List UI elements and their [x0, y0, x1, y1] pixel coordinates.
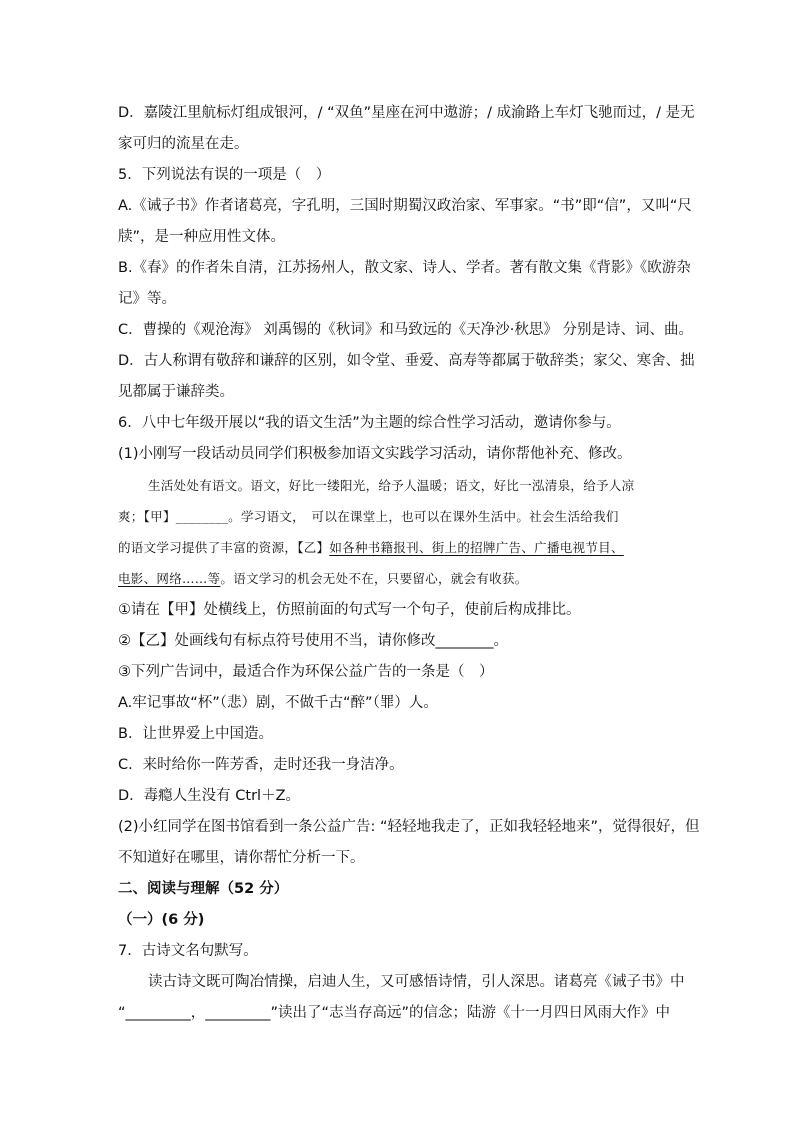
q5-option-b-line-1: B.《春》的作者朱自清，江苏扬州人，散文家、诗人、学者。著有散文集《背影》《欧游杂 — [118, 260, 691, 276]
passage-line-2-start: 爽；【甲】 — [118, 509, 176, 524]
passage-line-4 — [118, 569, 528, 589]
question-7-stem: 7．古诗文名句默写。 — [118, 943, 258, 959]
q5-option-d-line-1: D．古人称谓有敬辞和谦辞的区别，如令堂、垂爱、高寿等都属于敬辞类；家父、寒舍、拙 — [118, 353, 695, 369]
q7-intro-line-1: 读古诗文既可陶冶情操，启迪人生，又可感悟诗情，引人深思。诸葛亮《诫子书》中 — [148, 974, 685, 990]
ad-option-c: C．来时给你一阵芳香，走时还我一身洁净。 — [118, 757, 404, 773]
ad-option-b: B．让世界爱上中国造。 — [118, 726, 273, 742]
option-d-line-1: D．嘉陵江里航标灯组成银河，/ “双鱼”星座在河中遨游；/ 成渝路上车灯飞驰而过，/ 是无 — [118, 105, 695, 121]
q5-option-d-line-2: 见都属于谦辞类。 — [118, 384, 234, 400]
subquestion-1: ①请在【甲】处横线上，仿照前面的句式写一个句子，使前后构成排比。 — [118, 602, 581, 618]
blank-jia: ________ — [175, 509, 229, 524]
subquestion-2: ②【乙】处画线句有标点符号使用不当，请你修改________。 — [118, 633, 508, 649]
passage-line-1: 生活处处有语文。语文，好比一缕阳光，给予人温暖；语文，好比一泓清泉，给予人凉 — [148, 478, 635, 493]
question-5-stem: 5．下列说法有误的一项是（ ） — [118, 167, 331, 183]
underlined-sentence-yi-part-2: 电影、网络……等 — [118, 571, 221, 586]
passage-line-2-end: 。学习语文， 可以在课堂上，也可以在课外生活中。社会生活给我们 — [228, 509, 619, 524]
passage-line-3 — [118, 538, 624, 558]
q6-part-1-prompt: (1)小刚写一段话动员同学们积极参加语文实践学习活动，请你帮他补充、修改。 — [118, 446, 632, 462]
ad-option-d: D．毒瘾人生没有 Ctrl＋Z。 — [118, 788, 301, 804]
option-d-line-2: 家可归的流星在走。 — [118, 136, 249, 152]
q7-intro-line-2: “_________，_________”读出了“志当存高远”的信念；陆游《十一月四日风雨大作》中 — [118, 1005, 671, 1021]
passage-line-3-start: 的语文学习提供了丰富的资源，【乙】 — [118, 540, 330, 555]
ad-option-a: A.牢记事故“杯”（悲）剧，不做千古“醉”（罪）人。 — [118, 695, 438, 711]
q6-part-2-line-2: 不知道好在哪里，请你帮忙分析一下。 — [118, 850, 365, 866]
q5-option-a-line-1: A.《诫子书》作者诸葛亮，字孔明，三国时期蜀汉政治家、军事家。“书”即“信”，又叫“尺 — [118, 198, 692, 214]
passage-line-2 — [118, 507, 619, 527]
q6-part-2-line-1: (2)小红同学在图书馆看到一条公益广告: “轻轻地我走了，正如我轻轻地来”，觉得很好，但 — [118, 819, 700, 835]
section-2-heading: 二、阅读与理解（52 分） — [118, 881, 289, 897]
q5-option-b-line-2: 记》等。 — [118, 291, 176, 307]
subsection-1-heading: （一）(6 分) — [118, 912, 205, 928]
passage-line-4-end: 。语文学习的机会无处不在，只要留心，就会有收获。 — [220, 571, 528, 586]
question-6-stem: 6．八中七年级开展以“我的语文生活”为主题的综合性学习活动，邀请你参与。 — [118, 415, 621, 431]
q5-option-c: C．曹操的《观沧海》 刘禹锡的《秋词》和马致远的《天净沙·秋思》 分别是诗、词、曲。 — [118, 322, 693, 338]
underlined-sentence-yi-part-1: 如各种书籍报刊、街上的招牌广告、广播电视节目、 — [329, 540, 624, 555]
q5-option-a-line-2: 牍”，是一种应用性文体。 — [118, 229, 286, 245]
subquestion-3: ③下列广告词中，最适合作为环保公益广告的一条是（ ） — [118, 664, 494, 680]
